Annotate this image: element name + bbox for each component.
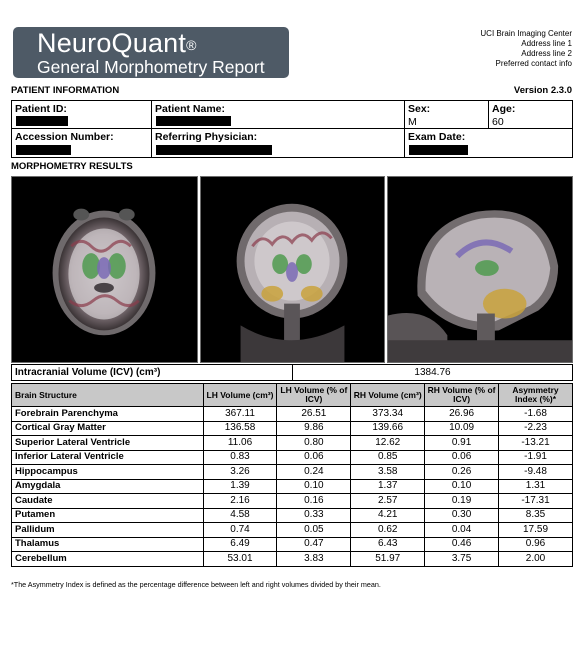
value-cell: 0.47 (277, 537, 351, 552)
value-cell: -1.68 (499, 407, 573, 422)
value-cell: 136.58 (203, 421, 277, 436)
column-header: LH Volume (cm³) (203, 384, 277, 407)
value-cell: 0.91 (425, 436, 499, 451)
table-row (12, 537, 573, 552)
value-cell: 4.21 (351, 508, 425, 523)
structure-name-cell: Thalamus (12, 537, 204, 552)
structure-name-cell: Pallidum (12, 523, 204, 538)
table-row (12, 552, 573, 567)
redacted-referring-physician (156, 145, 272, 155)
value-cell: 373.34 (351, 407, 425, 422)
value-cell: 0.24 (277, 465, 351, 480)
value-cell: 3.26 (203, 465, 277, 480)
brand-banner (13, 27, 289, 78)
value-cell: 53.01 (203, 552, 277, 567)
value-cell: 0.06 (425, 450, 499, 465)
structure-name-cell: Superior Lateral Ventricle (12, 436, 204, 451)
value-cell: 2.00 (499, 552, 573, 567)
redacted-accession (16, 145, 71, 155)
sagittal-mri-image (387, 176, 573, 363)
value-cell: 26.96 (425, 407, 499, 422)
value-cell: 0.83 (203, 450, 277, 465)
value-cell: 0.62 (351, 523, 425, 538)
structure-name-cell: Cortical Gray Matter (12, 421, 204, 436)
patient-info-grid (11, 100, 573, 158)
value-cell: 3.58 (351, 465, 425, 480)
coronal-mri-image (200, 176, 385, 363)
sex-cell (405, 101, 489, 129)
morphometry-results-heading: MORPHOMETRY RESULTS (11, 161, 133, 172)
value-cell: 0.19 (425, 494, 499, 509)
value-cell: 0.04 (425, 523, 499, 538)
redacted-patient-id (16, 116, 68, 126)
table-row (12, 450, 573, 465)
value-cell: 6.43 (351, 537, 425, 552)
value-cell: 0.30 (425, 508, 499, 523)
value-cell: 8.35 (499, 508, 573, 523)
structure-name-cell: Putamen (12, 508, 204, 523)
column-header: Brain Structure (12, 384, 204, 407)
patient-id-label: Patient ID: (15, 103, 67, 115)
icv-label: Intracranial Volume (ICV) (cm³) (15, 367, 161, 378)
value-cell: 6.49 (203, 537, 277, 552)
value-cell: 0.05 (277, 523, 351, 538)
value-cell: 12.62 (351, 436, 425, 451)
value-cell: 3.83 (277, 552, 351, 567)
column-header: RH Volume (cm³) (351, 384, 425, 407)
table-row (12, 479, 573, 494)
patient-info-heading: PATIENT INFORMATION (11, 85, 120, 96)
value-cell: 0.33 (277, 508, 351, 523)
table-row (12, 436, 573, 451)
report-title: General Morphometry Report (37, 57, 265, 77)
value-cell: -9.48 (499, 465, 573, 480)
address-line: Preferred contact info (495, 59, 572, 68)
value-cell: 0.96 (499, 537, 573, 552)
age-value: 60 (492, 116, 504, 128)
value-cell: 2.57 (351, 494, 425, 509)
address-line: Address line 2 (521, 49, 572, 58)
value-cell: 0.85 (351, 450, 425, 465)
value-cell: 0.10 (425, 479, 499, 494)
icv-row (11, 364, 573, 381)
column-header: Asymmetry Index (%)* (499, 384, 573, 407)
address-block (412, 29, 572, 69)
axial-mri-image (11, 176, 198, 363)
mri-image-strip (11, 176, 573, 363)
value-cell: -13.21 (499, 436, 573, 451)
value-cell: -2.23 (499, 421, 573, 436)
value-cell: 4.58 (203, 508, 277, 523)
value-cell: 0.06 (277, 450, 351, 465)
registered-mark: ® (186, 37, 197, 53)
value-cell: -17.31 (499, 494, 573, 509)
value-cell: 0.80 (277, 436, 351, 451)
value-cell: 3.75 (425, 552, 499, 567)
value-cell: 0.16 (277, 494, 351, 509)
value-cell: 367.11 (203, 407, 277, 422)
sex-label: Sex: (408, 103, 431, 115)
table-row (12, 494, 573, 509)
value-cell: -1.91 (499, 450, 573, 465)
value-cell: 2.16 (203, 494, 277, 509)
table-row (12, 421, 573, 436)
age-cell (489, 101, 572, 129)
asymmetry-footnote: *The Asymmetry Index is defined as the percentage difference between left and right volumes divided by their mean. (11, 580, 381, 589)
value-cell: 0.26 (425, 465, 499, 480)
brand-name: NeuroQuant® (37, 28, 197, 58)
version-label: Version 2.3.0 (513, 85, 572, 96)
table-row (12, 407, 573, 422)
structure-name-cell: Amygdala (12, 479, 204, 494)
table-row (12, 508, 573, 523)
redacted-patient-name (156, 116, 231, 126)
column-header: RH Volume (% of ICV) (425, 384, 499, 407)
age-label: Age: (492, 103, 516, 115)
address-line: Address line 1 (521, 39, 572, 48)
value-cell: 1.39 (203, 479, 277, 494)
table-row (12, 465, 573, 480)
value-cell: 26.51 (277, 407, 351, 422)
structure-name-cell: Cerebellum (12, 552, 204, 567)
icv-value: 1384.76 (414, 367, 451, 378)
structure-name-cell: Caudate (12, 494, 204, 509)
value-cell: 0.10 (277, 479, 351, 494)
value-cell: 11.06 (203, 436, 277, 451)
value-cell: 1.37 (351, 479, 425, 494)
address-line: UCI Brain Imaging Center (480, 29, 572, 38)
value-cell: 17.59 (499, 523, 573, 538)
value-cell: 51.97 (351, 552, 425, 567)
structure-name-cell: Forebrain Parenchyma (12, 407, 204, 422)
sex-value: M (408, 116, 417, 128)
table-header-row (12, 384, 573, 407)
exam-date-label: Exam Date: (408, 131, 466, 143)
referring-physician-label: Referring Physician: (155, 131, 258, 143)
value-cell: 1.31 (499, 479, 573, 494)
value-cell: 10.09 (425, 421, 499, 436)
structure-name-cell: Inferior Lateral Ventricle (12, 450, 204, 465)
patient-name-label: Patient Name: (155, 103, 226, 115)
value-cell: 9.86 (277, 421, 351, 436)
morphometry-table (11, 383, 573, 567)
structure-name-cell: Hippocampus (12, 465, 204, 480)
value-cell: 0.74 (203, 523, 277, 538)
value-cell: 0.46 (425, 537, 499, 552)
value-cell: 139.66 (351, 421, 425, 436)
table-body (12, 407, 573, 567)
column-header: LH Volume (% of ICV) (277, 384, 351, 407)
accession-label: Accession Number: (15, 131, 114, 143)
redacted-exam-date (409, 145, 468, 155)
table-row (12, 523, 573, 538)
